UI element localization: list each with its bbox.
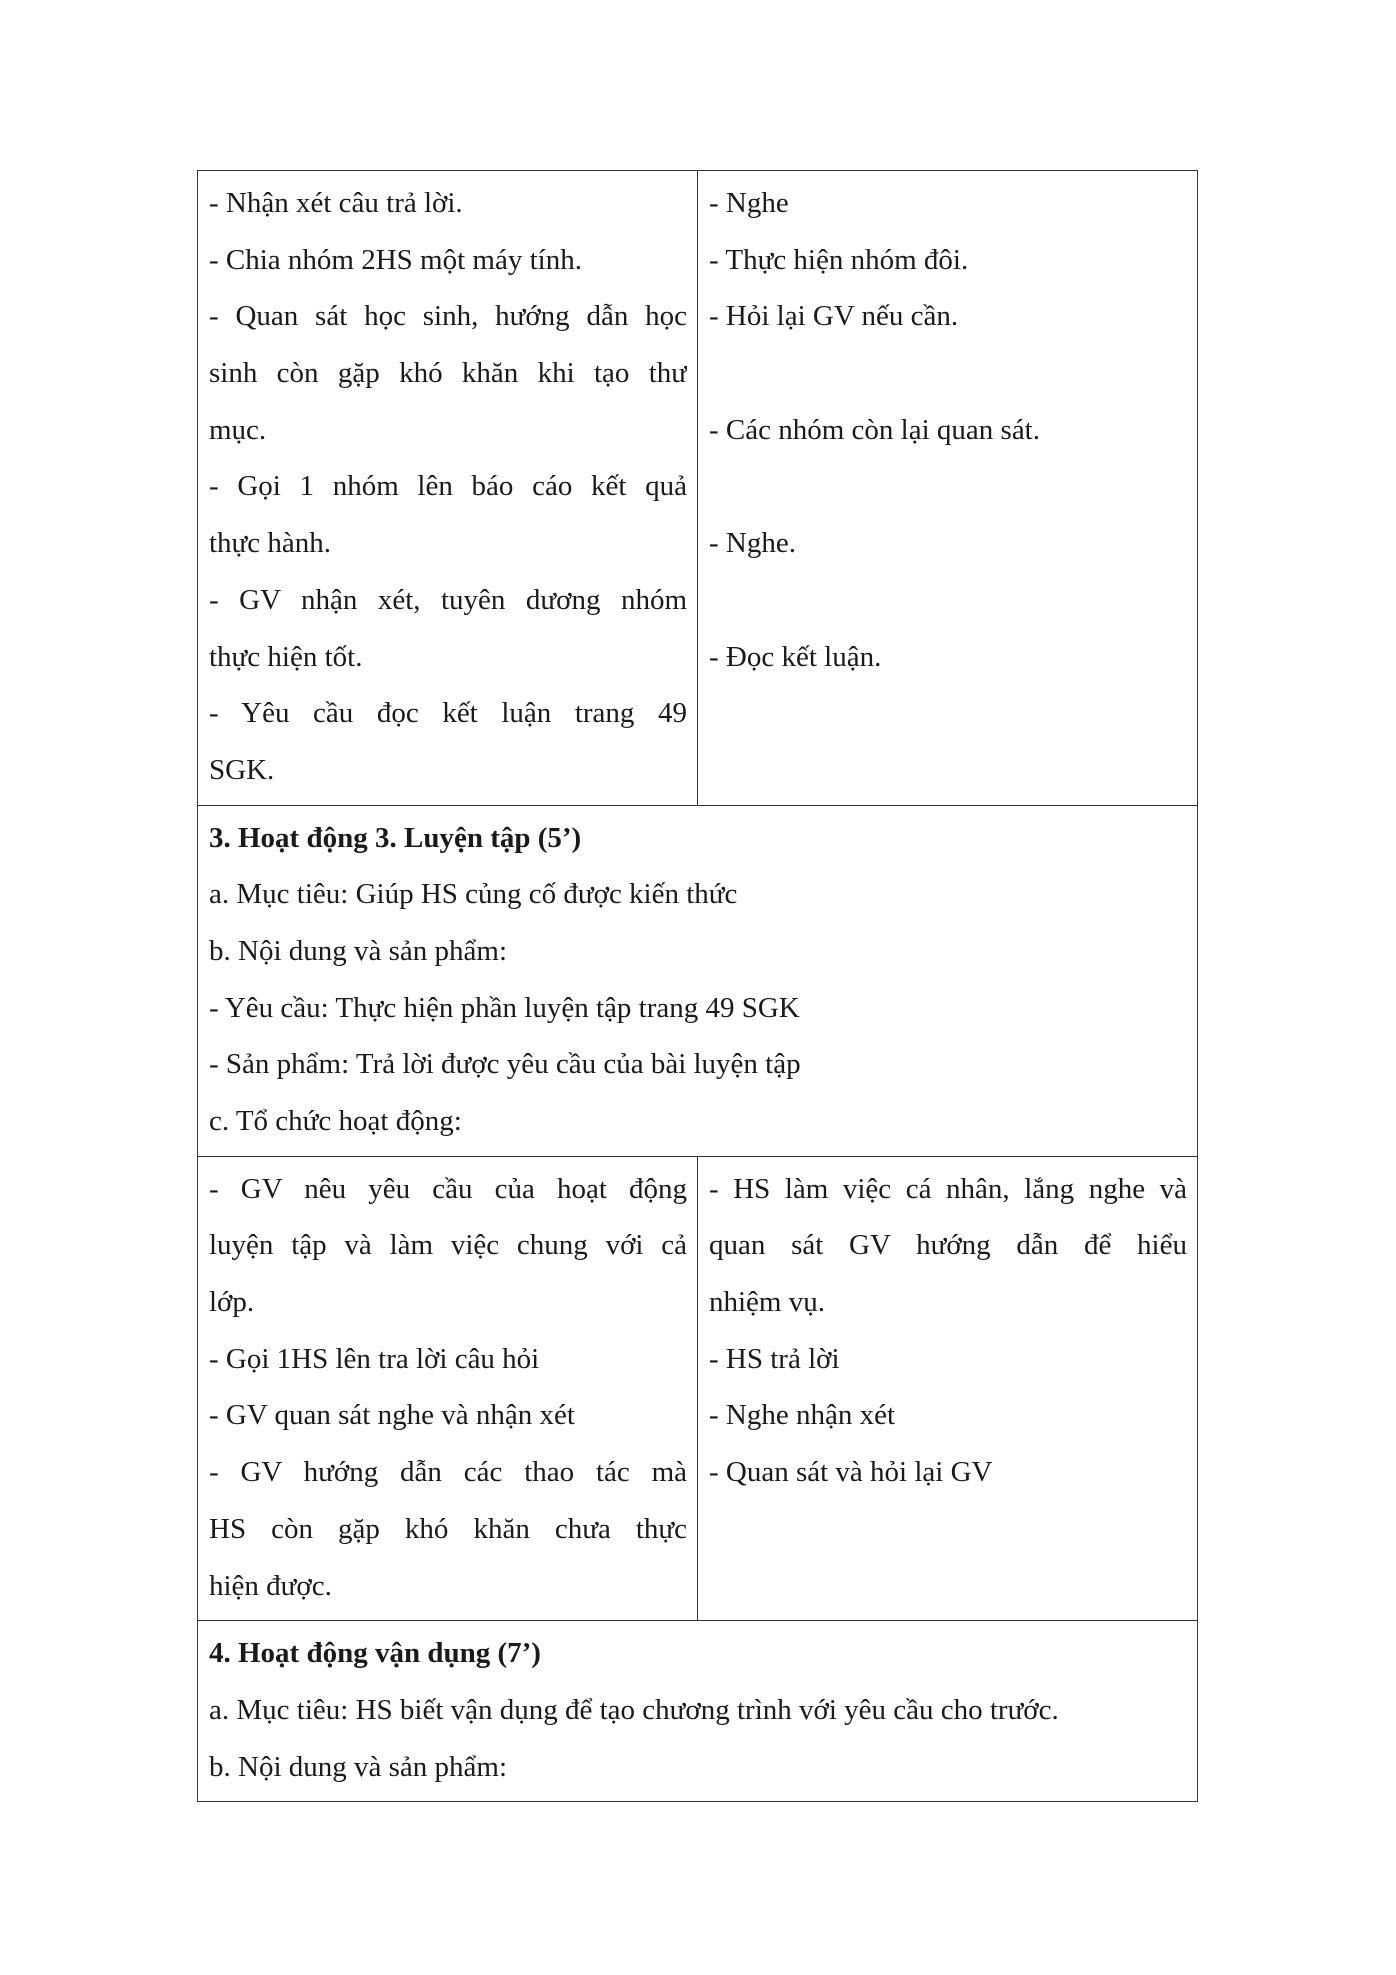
text-line: thực hiện tốt. — [209, 640, 363, 673]
text-line: - Yêu cầu đọc kết luận trang 49 — [209, 697, 687, 730]
teacher-column — [198, 1157, 698, 1621]
text-line: b. Nội dung và sản phẩm: — [209, 934, 508, 967]
text-line: - Nghe — [709, 187, 789, 219]
text-line: quan sát GV hướng dẫn để hiểu — [709, 1229, 1187, 1262]
text-line: sinh còn gặp khó khăn khi tạo thư — [209, 357, 687, 390]
activity-row-1 — [198, 171, 1197, 806]
text-line: - GV hướng dẫn các thao tác mà — [209, 1456, 687, 1489]
text-line: b. Nội dung và sản phẩm: — [209, 1750, 508, 1783]
activity-row-2 — [198, 1157, 1197, 1622]
text-line: mục. — [209, 413, 267, 446]
text-line: lớp. — [209, 1286, 255, 1319]
section-title: 4. Hoạt động vận dụng (7’) — [209, 1637, 541, 1670]
text-line: - GV nhận xét, tuyên dương nhóm — [209, 583, 687, 616]
text-line: - Đọc kết luận. — [709, 640, 882, 673]
section-3 — [198, 806, 1197, 1157]
text-line: - Gọi 1HS lên tra lời câu hỏi — [209, 1342, 540, 1375]
text-line: - Chia nhóm 2HS một máy tính. — [209, 243, 582, 276]
lesson-table — [197, 170, 1198, 1802]
text-line: - Nghe nhận xét — [709, 1399, 896, 1432]
text-line: - Sản phẩm: Trả lời được yêu cầu của bài luyện tập — [209, 1048, 801, 1081]
teacher-column — [198, 171, 698, 805]
student-column — [698, 1157, 1197, 1621]
text-line: - Quan sát và hỏi lại GV — [709, 1456, 993, 1489]
text-line: - Thực hiện nhóm đôi. — [709, 243, 969, 276]
student-column — [698, 171, 1197, 805]
text-line: - Nghe. — [709, 527, 796, 560]
text-line: - Yêu cầu: Thực hiện phần luyện tập trang 49 SGK — [209, 991, 800, 1024]
text-line: a. Mục tiêu: Giúp HS củng cố được kiến thức — [209, 878, 738, 911]
text-line: nhiệm vụ. — [709, 1286, 825, 1319]
text-line: - HS làm việc cá nhân, lắng nghe và — [709, 1172, 1187, 1205]
text-line: SGK. — [209, 753, 275, 786]
text-line — [709, 345, 1187, 402]
section-4 — [198, 1621, 1197, 1801]
text-line: HS còn gặp khó khăn chưa thực — [209, 1512, 687, 1545]
text-line: - GV quan sát nghe và nhận xét — [209, 1399, 575, 1432]
text-line: - Gọi 1 nhóm lên báo cáo kết quả — [209, 470, 687, 503]
text-line: hiện được. — [209, 1569, 332, 1602]
text-line: a. Mục tiêu: HS biết vận dụng để tạo chương trình với yêu cầu cho trước. — [209, 1693, 1059, 1726]
text-line: - Nhận xét câu trả lời. — [209, 187, 463, 219]
text-line — [709, 572, 1187, 629]
text-line: - HS trả lời — [709, 1342, 840, 1375]
text-line: luyện tập và làm việc chung với cả — [209, 1229, 687, 1262]
text-line: - Quan sát học sinh, hướng dẫn học — [209, 300, 687, 333]
text-line: thực hành. — [209, 527, 332, 560]
text-line: - Hỏi lại GV nếu cần. — [709, 300, 959, 333]
text-line: c. Tổ chức hoạt động: — [209, 1105, 462, 1137]
text-line: - Các nhóm còn lại quan sát. — [709, 413, 1040, 446]
section-title: 3. Hoạt động 3. Luyện tập (5’) — [209, 821, 582, 854]
text-line — [709, 458, 1187, 515]
text-line: - GV nêu yêu cầu của hoạt động — [209, 1172, 687, 1205]
